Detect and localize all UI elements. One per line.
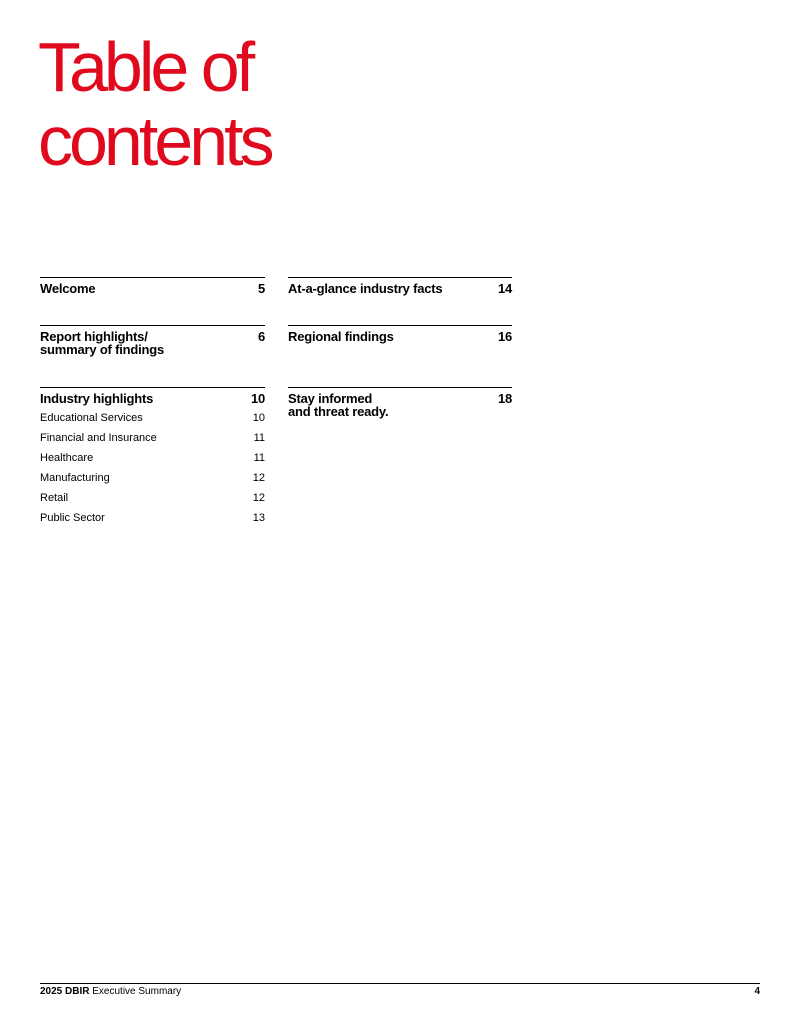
page-title-line-1: Table of (38, 28, 252, 106)
toc-entry-label-line-1[interactable]: Stay informed (288, 391, 373, 406)
toc-entry-label-line-1[interactable]: Report highlights/ (40, 329, 148, 344)
footer-document-title (40, 987, 181, 997)
toc-subentry-label[interactable]: Retail (40, 492, 69, 504)
toc-subentry-page[interactable]: 11 (253, 452, 265, 464)
footer-page-number: 4 (754, 986, 760, 997)
toc-subentry-educational-services[interactable] (40, 412, 265, 432)
toc-entry-label[interactable]: Industry highlights (40, 391, 154, 406)
toc-entry-label[interactable]: Welcome (40, 281, 96, 296)
toc-entry-label[interactable] (288, 392, 388, 418)
toc-subentry-label[interactable]: Healthcare (40, 452, 94, 464)
footer-divider (40, 983, 760, 984)
toc-subentry-page[interactable]: 12 (252, 472, 265, 484)
toc-subentry-public-sector[interactable] (40, 512, 265, 532)
toc-subentry-financial-and-insurance[interactable] (40, 432, 265, 452)
toc-subentry-retail[interactable] (40, 492, 265, 512)
toc-entry-label[interactable] (40, 330, 164, 356)
toc-entry-regional-findings[interactable] (288, 325, 512, 343)
toc-entry-page[interactable]: 16 (497, 329, 512, 344)
toc-entry-page[interactable]: 5 (257, 281, 265, 296)
toc-subentry-label[interactable]: Manufacturing (40, 472, 110, 484)
footer-document-title-bold: 2025 DBIR (40, 986, 90, 997)
toc-entry-label[interactable]: At-a-glance industry facts (288, 281, 443, 296)
toc-entry-label[interactable]: Regional findings (288, 329, 394, 344)
toc-subentry-page[interactable]: 12 (252, 492, 265, 504)
toc-subentry-page[interactable]: 11 (253, 432, 265, 444)
toc-subentry-label[interactable]: Public Sector (40, 512, 105, 524)
toc-subentry-page[interactable]: 10 (252, 412, 265, 424)
page-title-line-2: contents (38, 102, 271, 180)
toc-subentry-healthcare[interactable] (40, 452, 265, 472)
toc-subentry-label[interactable]: Educational Services (40, 412, 143, 424)
toc-entry-page[interactable]: 18 (497, 391, 512, 406)
toc-subentry-page[interactable]: 13 (252, 512, 265, 524)
toc-entry-page[interactable]: 10 (250, 391, 265, 406)
page-footer (40, 987, 760, 997)
toc-entry-at-a-glance[interactable] (288, 277, 512, 295)
toc-entry-label-line-2[interactable]: and threat ready. (288, 404, 389, 419)
toc-entry-stay-informed[interactable] (288, 387, 512, 418)
toc-entry-welcome[interactable] (40, 277, 265, 295)
toc-entry-label-line-2[interactable]: summary of findings (40, 342, 165, 357)
toc-entry-report-highlights[interactable] (40, 325, 265, 356)
toc-entry-industry-highlights[interactable] (40, 387, 265, 532)
toc-entry-page[interactable]: 14 (497, 281, 512, 296)
footer-document-title-rest: Executive Summary (92, 986, 182, 997)
toc-subentry-label[interactable]: Financial and Insurance (40, 432, 157, 444)
toc-entry-page[interactable]: 6 (257, 329, 265, 344)
page-title (38, 30, 271, 178)
toc-subentry-manufacturing[interactable] (40, 472, 265, 492)
